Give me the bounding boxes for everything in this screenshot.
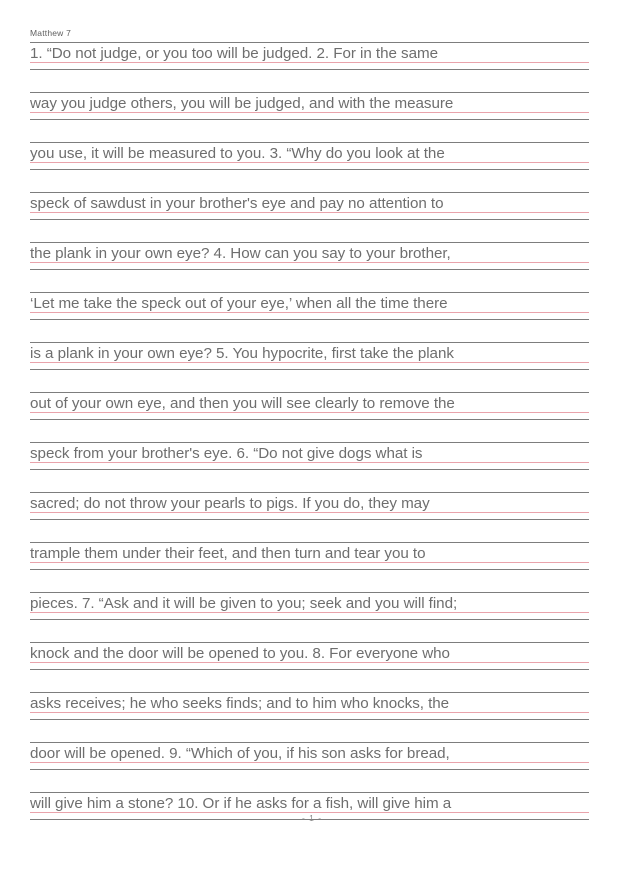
- rule-line-pink-guide: [30, 62, 589, 63]
- line-text: asks receives; he who seeks finds; and to him who knocks, the: [30, 695, 450, 712]
- rule-line-pink-guide: [30, 762, 589, 763]
- line-text: trample them under their feet, and then turn and tear you to: [30, 545, 426, 562]
- rule-line-gray-bottom: [30, 719, 589, 720]
- text-line: [30, 142, 589, 192]
- line-text: ‘Let me take the speck out of your eye,’ when all the time there: [30, 295, 448, 312]
- text-line: [30, 92, 589, 142]
- rule-line-pink-guide: [30, 562, 589, 563]
- rule-line-pink-guide: [30, 262, 589, 263]
- line-text: the plank in your own eye? 4. How can you say to your brother,: [30, 245, 451, 262]
- text-line: [30, 342, 589, 392]
- page-footer: [0, 808, 624, 826]
- line-text: is a plank in your own eye? 5. You hypocrite, first take the plank: [30, 345, 454, 362]
- line-text: speck of sawdust in your brother's eye and pay no attention to: [30, 195, 444, 212]
- rule-line-gray-bottom: [30, 769, 589, 770]
- ruled-text-body: [30, 42, 589, 842]
- rule-line-gray-bottom: [30, 669, 589, 670]
- text-line: [30, 192, 589, 242]
- rule-line-pink-guide: [30, 512, 589, 513]
- text-line: [30, 592, 589, 642]
- rule-line-pink-guide: [30, 712, 589, 713]
- text-line: [30, 742, 589, 792]
- text-line: [30, 442, 589, 492]
- rule-line-gray-bottom: [30, 519, 589, 520]
- rule-line-pink-guide: [30, 612, 589, 613]
- rule-line-gray-bottom: [30, 619, 589, 620]
- line-text: knock and the door will be opened to you. 8. For everyone who: [30, 645, 450, 662]
- rule-line-pink-guide: [30, 112, 589, 113]
- line-text: pieces. 7. “Ask and it will be given to you; seek and you will find;: [30, 595, 458, 612]
- line-text: way you judge others, you will be judged, and with the measure: [30, 95, 454, 112]
- rule-line-pink-guide: [30, 162, 589, 163]
- text-line: [30, 542, 589, 592]
- text-line: [30, 392, 589, 442]
- rule-line-pink-guide: [30, 412, 589, 413]
- line-text: 1. “Do not judge, or you too will be judged. 2. For in the same: [30, 45, 438, 62]
- rule-line-gray-bottom: [30, 169, 589, 170]
- text-line: [30, 642, 589, 692]
- line-text: you use, it will be measured to you. 3. “Why do you look at the: [30, 145, 445, 162]
- line-text: speck from your brother's eye. 6. “Do not give dogs what is: [30, 445, 423, 462]
- rule-line-gray-bottom: [30, 569, 589, 570]
- text-line: [30, 692, 589, 742]
- rule-line-gray-bottom: [30, 119, 589, 120]
- rule-line-gray-bottom: [30, 419, 589, 420]
- rule-line-gray-bottom: [30, 219, 589, 220]
- rule-line-gray-bottom: [30, 469, 589, 470]
- line-text: door will be opened. 9. “Which of you, if his son asks for bread,: [30, 745, 450, 762]
- text-line: [30, 292, 589, 342]
- page-number: - 1 -: [301, 813, 323, 823]
- rule-line-pink-guide: [30, 362, 589, 363]
- text-line: [30, 242, 589, 292]
- rule-line-pink-guide: [30, 312, 589, 313]
- line-text: will give him a stone? 10. Or if he asks for a fish, will give him a: [30, 795, 452, 812]
- rule-line-pink-guide: [30, 462, 589, 463]
- rule-line-gray-bottom: [30, 369, 589, 370]
- rule-line-gray-bottom: [30, 269, 589, 270]
- text-line: [30, 492, 589, 542]
- rule-line-gray-bottom: [30, 69, 589, 70]
- text-line: [30, 42, 589, 92]
- header-title: Matthew 7: [30, 28, 72, 38]
- rule-line-pink-guide: [30, 212, 589, 213]
- page-header: [30, 28, 589, 39]
- line-text: out of your own eye, and then you will see clearly to remove the: [30, 395, 455, 412]
- rule-line-gray-bottom: [30, 319, 589, 320]
- rule-line-pink-guide: [30, 662, 589, 663]
- line-text: sacred; do not throw your pearls to pigs. If you do, they may: [30, 495, 430, 512]
